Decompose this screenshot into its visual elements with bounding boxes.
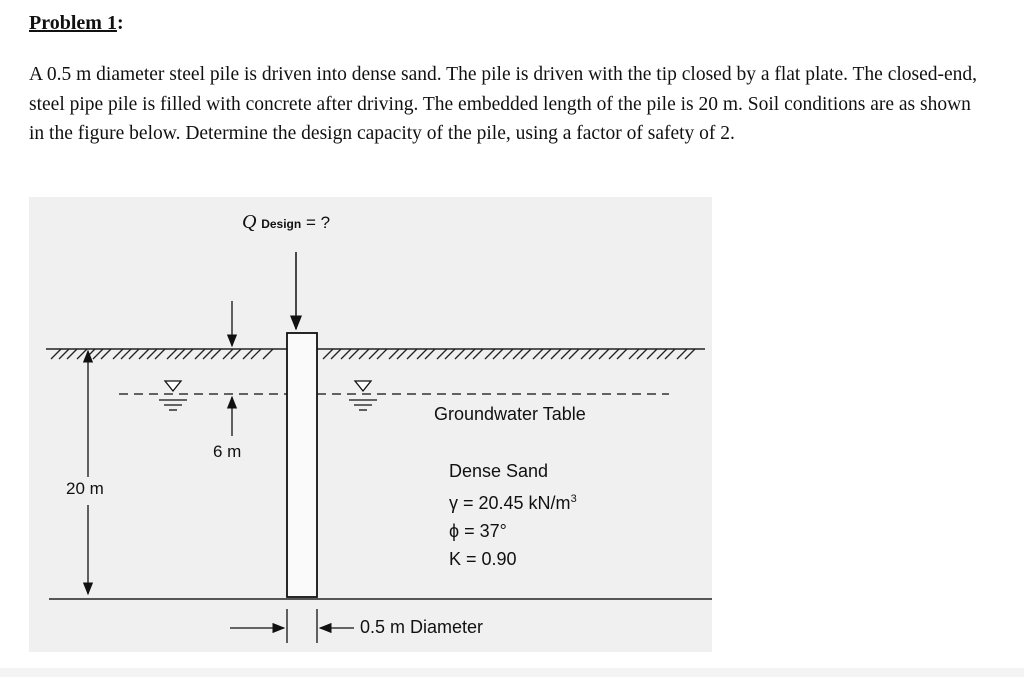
groundwater-table-label: Groundwater Table (434, 404, 586, 424)
design-load-symbol: Q (242, 211, 257, 233)
embedded-length-label: 20 m (66, 479, 104, 498)
soil-unit-weight-text: γ = 20.45 kN/m (449, 493, 571, 513)
soil-unit-weight-exponent: 3 (570, 493, 577, 505)
page-bottom-edge (0, 668, 1024, 677)
water-table-symbol-right (349, 381, 377, 410)
design-load-subscript: Design (261, 217, 302, 231)
water-depth-label: 6 m (213, 442, 242, 461)
soil-friction-angle: ϕ = 37° (449, 521, 507, 541)
pile-figure (29, 197, 712, 652)
soil-properties (449, 457, 577, 573)
ground-hatching (51, 349, 695, 359)
diameter-label: 0.5 m Diameter (360, 617, 484, 637)
problem-statement: A 0.5 m diameter steel pile is driven into dense sand. The pile is driven with the tip closed by a flat plate. The closed-end, steel pipe pile is filled with concrete after driving. The embedded length of the pile is 20 m. Soil conditions are as shown in the figure below. Determine the design capacity of the pile, using a factor of safety of 2. (29, 64, 978, 144)
soil-earth-pressure-coefficient: K = 0.90 (449, 549, 517, 569)
problem-title (29, 12, 124, 35)
soil-name: Dense Sand (449, 461, 549, 481)
problem-title-text: Problem 1 (29, 12, 117, 34)
design-load-label (242, 211, 330, 234)
water-table-symbol-left (159, 381, 187, 410)
problem-title-colon: : (116, 12, 124, 34)
pile-diagram (29, 197, 712, 652)
diameter-dimension (230, 609, 354, 643)
pile (287, 333, 317, 597)
design-load-value: = ? (305, 213, 331, 232)
soil-unit-weight (449, 485, 577, 517)
